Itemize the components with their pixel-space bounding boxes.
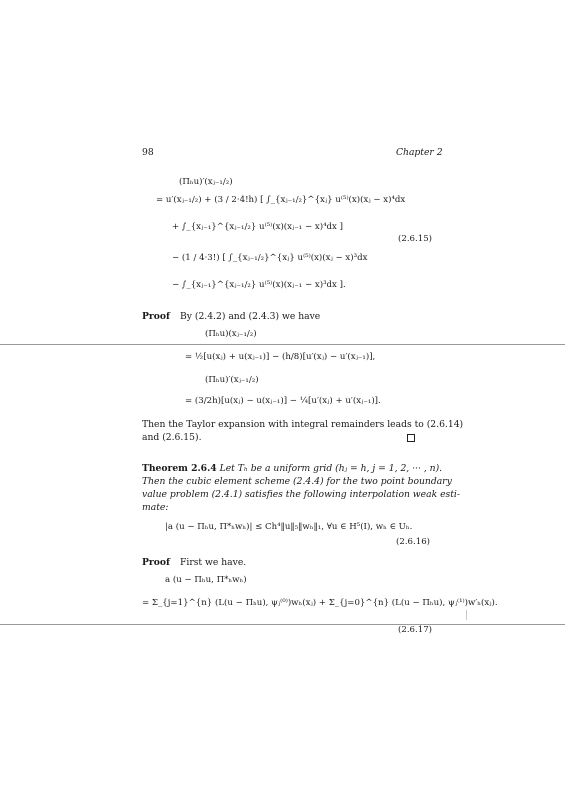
theorem-text-2: Then the cubic element scheme (2.4.4) for the two point boundary: [142, 476, 452, 487]
theorem-text-4: mate:: [142, 502, 169, 513]
qed-symbol: [407, 434, 415, 442]
proof-label-1: Proof: [142, 311, 170, 322]
proof1-eq-line3: (Πₕu)′(xⱼ₋₁/₂): [205, 375, 259, 385]
eq-2-6-16-number: (2.6.16): [396, 537, 431, 547]
proof-text-2: First we have.: [180, 557, 247, 568]
scan-rule-bottom: [0, 624, 565, 625]
proof2-eq-line2: = Σ_{j=1}^{n} (L(u − Πₕu), ψⱼ⁽⁰⁾)wₕ(xⱼ) + Σ_{j=0}^{n} (L(u − Πₕu), ψⱼ⁽¹⁾)w′ₕ(xⱼ).: [142, 598, 498, 608]
scan-rule-top: [0, 344, 565, 345]
eq-2-6-15-line5: − ∫_{xⱼ₋₁}^{xⱼ₋₁/₂} u⁽⁵⁾(x)(xⱼ₋₁ − x)³dx ].: [172, 280, 346, 290]
proof1-conclusion-line1: Then the Taylor expansion with integral remainders leads to (2.6.14): [142, 419, 464, 430]
proof1-conclusion-line2: and (2.6.15).: [142, 432, 202, 443]
eq-2-6-15-line1: (Πₕu)′(xⱼ₋₁/₂): [179, 177, 233, 187]
theorem-text-1: Let Tₕ be a uniform grid (hⱼ = h, j = 1, 2, ··· , n).: [219, 463, 443, 474]
proof1-eq-line2: = ½[u(xⱼ) + u(xⱼ₋₁)] − (h/8)[u′(xⱼ) − u′(xⱼ₋₁)],: [185, 352, 376, 362]
proof1-eq-line1: (Πₕu)(xⱼ₋₁/₂): [205, 329, 257, 339]
eq-2-6-15-line4: − (1 / 4·3!) [ ∫_{xⱼ₋₁/₂}^{xⱼ} u⁽⁵⁾(x)(xⱼ − x)³dx: [172, 253, 368, 263]
proof-label-2: Proof: [142, 557, 170, 568]
proof2-eq-line1: a (u − Πₕu, Π*ₕwₕ): [165, 575, 247, 585]
eq-2-6-15-number: (2.6.15): [398, 234, 433, 244]
chapter-label: Chapter 2: [396, 147, 443, 158]
theorem-label: Theorem 2.6.4: [142, 463, 217, 474]
proof-text-1: By (2.4.2) and (2.4.3) we have: [180, 311, 321, 322]
eq-2-6-15-line3: + ∫_{xⱼ₋₁}^{xⱼ₋₁/₂} u⁽⁵⁾(x)(xⱼ₋₁ − x)⁴dx ]: [172, 222, 343, 232]
scan-mark: [466, 610, 467, 620]
eq-2-6-15-line2: = u′(xⱼ₋₁/₂) + (3 / 2·4!h) [ ∫_{xⱼ₋₁/₂}^{xⱼ} u⁽⁵⁾(x)(xⱼ − x)⁴dx: [156, 195, 406, 205]
theorem-text-3: value problem (2.4.1) satisfies the following interpolation weak esti-: [142, 489, 460, 500]
theorem-estimate: |a (u − Πₕu, Π*ₕwₕ)| ≤ Ch⁴‖u‖₅‖wₕ‖₁, ∀u ∈ H⁵(I), wₕ ∈ Uₕ.: [165, 522, 413, 532]
theorem-line1: [142, 463, 442, 475]
page-number: 98: [142, 147, 154, 158]
eq-2-6-17-number: (2.6.17): [398, 625, 433, 635]
proof1-eq-line4: = (3/2h)[u(xⱼ) − u(xⱼ₋₁)] − ¼[u′(xⱼ) + u′(xⱼ₋₁)].: [185, 396, 381, 406]
